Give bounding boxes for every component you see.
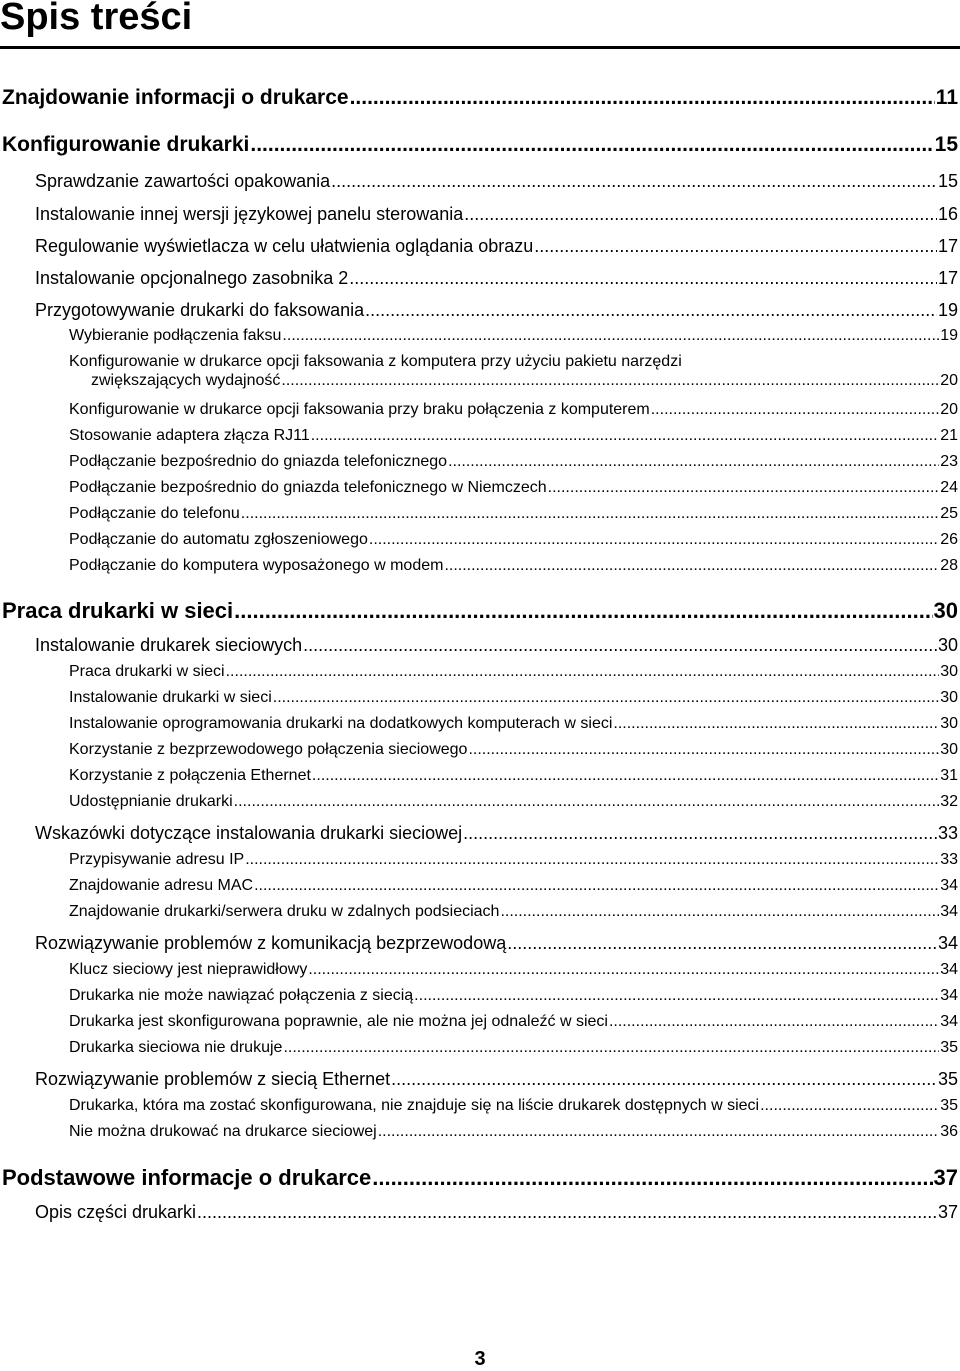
toc-leader (464, 204, 937, 225)
toc-entry[interactable] (2, 86, 958, 110)
toc-entry-label: Instalowanie innej wersji językowej panelu sterowania (35, 204, 464, 224)
toc-entry[interactable] (35, 268, 958, 289)
toc-leader (651, 401, 939, 419)
toc-entry-page: 33 (940, 851, 958, 868)
toc-entry[interactable] (35, 1069, 958, 1090)
toc-entry-page: 30 (937, 635, 958, 655)
toc-entry-page: 34 (937, 933, 958, 953)
toc-entry-page: 26 (940, 531, 958, 548)
toc-entry-page: 36 (940, 1123, 958, 1140)
toc-entry-page: 19 (940, 327, 958, 344)
toc-entry-label: Konfigurowanie drukarki (2, 133, 250, 156)
toc-entry-page: 31 (940, 767, 958, 784)
toc-entry-label: Podłączanie bezpośrednio do gniazda telefonicznego (69, 453, 448, 470)
toc-leader (245, 851, 939, 869)
toc-entry[interactable] (69, 715, 958, 733)
toc-leader (273, 689, 939, 707)
toc-leader (234, 793, 940, 811)
toc-leader (350, 86, 935, 110)
toc-entry[interactable] (69, 557, 958, 575)
toc-entry[interactable] (35, 933, 958, 954)
toc-entry-label: Znajdowanie adresu MAC (69, 877, 254, 894)
toc-entry[interactable] (69, 663, 958, 681)
toc-leader (283, 1039, 939, 1057)
toc-leader (534, 236, 937, 257)
toc-entry-label: Nie można drukować na drukarce sieciowej (69, 1123, 377, 1140)
toc-entry-label: Instalowanie drukarki w sieci (69, 689, 272, 706)
toc-entry-label: Klucz sieciowy jest nieprawidłowy (69, 961, 308, 978)
toc-entry-page: 30 (940, 663, 958, 680)
toc-entry-page: 23 (940, 453, 958, 470)
toc-entry-label: Praca drukarki w sieci (2, 598, 234, 623)
toc-entry[interactable] (69, 1039, 958, 1057)
toc-entry[interactable] (69, 1013, 958, 1031)
toc-leader (311, 427, 939, 445)
toc-entry[interactable] (2, 598, 958, 624)
toc-entry-label: Regulowanie wyświetlacza w celu ułatwienia oglądania obrazu (35, 236, 534, 256)
toc-entry-label: Podłączanie do komputera wyposażonego w modem (69, 557, 444, 574)
toc-entry[interactable] (69, 401, 958, 419)
toc-entry-page: 30 (940, 715, 958, 732)
toc-leader (241, 505, 939, 523)
toc-entry-label: Podłączanie do automatu zgłoszeniowego (69, 531, 368, 548)
toc-entry[interactable] (69, 427, 958, 445)
toc-entry-page: 37 (937, 1202, 958, 1222)
toc-leader (234, 598, 932, 624)
toc-leader (448, 453, 939, 471)
toc-entry-label: Podłączanie bezpośrednio do gniazda telefonicznego w Niemczech (69, 479, 547, 496)
toc-leader (613, 715, 939, 733)
toc-entry-label: Wybieranie podłączenia faksu (69, 327, 282, 344)
toc-entry-label: Znajdowanie drukarki/serwera druku w zdalnych podsieciach (69, 903, 500, 920)
toc-entry-page: 35 (940, 1039, 958, 1056)
toc-entry-label: Instalowanie drukarek sieciowych (35, 635, 303, 655)
toc-leader (331, 171, 937, 192)
toc-entry[interactable] (69, 987, 958, 1005)
toc-entry-label: Konfigurowanie w drukarce opcji faksowania przy braku połączenia z komputerem (69, 401, 650, 418)
toc-entry-page: 30 (940, 689, 958, 706)
toc-leader (226, 663, 940, 681)
toc-entry-page: 21 (940, 427, 958, 444)
page-number: 3 (474, 1348, 486, 1370)
toc-entry-label: Rozwiązywanie problemów z siecią Ethernet (35, 1069, 391, 1089)
toc-entry-page: 28 (940, 557, 958, 574)
toc-entry-label: Podłączanie do telefonu (69, 505, 240, 522)
toc-entry-label: Konfigurowanie w drukarce opcji faksowania z komputera przy użyciu pakietu narzędzi (69, 353, 682, 370)
toc-entry-page: 15 (937, 171, 958, 191)
toc-leader (468, 741, 939, 759)
toc-leader (312, 767, 939, 785)
toc-entry-label: Drukarka, która ma zostać skonfigurowana, nie znajduje się na liście drukarek dostępnych w sieci (69, 1097, 760, 1114)
toc-entry-label: Znajdowanie informacji o drukarce (2, 86, 349, 109)
toc-entry-label: Praca drukarki w sieci (69, 663, 225, 680)
toc-entry-page: 24 (940, 479, 958, 496)
toc-entry-page: 34 (940, 987, 958, 1004)
toc-entry-page: 30 (940, 741, 958, 758)
toc-entry-page: 32 (940, 793, 958, 810)
toc-entry-label: Korzystanie z połączenia Ethernet (69, 767, 311, 784)
toc-entry-label: Sprawdzanie zawartości opakowania (35, 171, 331, 191)
toc-entry-page: 20 (940, 401, 958, 418)
toc-entry-label: Drukarka jest skonfigurowana poprawnie, ale nie można jej odnaleźć w sieci (69, 1013, 608, 1030)
title-rule (0, 46, 960, 49)
toc-entry[interactable] (35, 635, 958, 656)
toc-entry-label: Udostępnianie drukarki (69, 793, 233, 810)
toc-leader (507, 933, 937, 954)
toc-entry-page: 34 (940, 877, 958, 894)
toc-entry-label: Korzystanie z bezprzewodowego połączenia sieciowego (69, 741, 468, 758)
toc-entry-page: 17 (937, 268, 958, 288)
toc-leader (254, 877, 939, 895)
toc-entry-page: 20 (940, 372, 958, 389)
toc-entry-label: Podstawowe informacje o drukarce (2, 1165, 372, 1190)
toc-entry-label: Przygotowywanie drukarki do faksowania (35, 300, 365, 320)
toc-entry-label: Przypisywanie adresu IP (69, 851, 245, 868)
toc-entry[interactable] (69, 793, 958, 811)
toc-entry[interactable] (2, 1165, 958, 1191)
toc-entry[interactable] (35, 823, 958, 844)
toc-entry[interactable] (69, 903, 958, 921)
toc-entry-label: Instalowanie oprogramowania drukarki na dodatkowych komputerach w sieci (69, 715, 613, 732)
toc-entry[interactable] (69, 767, 958, 785)
toc-entry[interactable] (35, 204, 958, 225)
toc-entry[interactable] (35, 236, 958, 257)
toc-entry[interactable] (69, 453, 958, 471)
toc-entry[interactable] (69, 505, 958, 523)
toc-entry[interactable] (69, 741, 958, 759)
toc-entry-page: 15 (934, 133, 958, 156)
toc-leader (444, 557, 939, 575)
toc-leader (372, 1165, 932, 1191)
toc-entry-page: 25 (940, 505, 958, 522)
toc-entry[interactable] (69, 1123, 958, 1141)
toc-entry[interactable] (69, 327, 958, 345)
toc-entry-label: Opis części drukarki (35, 1202, 197, 1222)
toc-leader (303, 635, 937, 656)
toc-entry[interactable] (35, 171, 958, 192)
toc-leader (378, 1123, 940, 1141)
toc-entry-page: 30 (933, 598, 958, 623)
toc-entry[interactable] (69, 877, 958, 895)
toc-entry-page: 35 (937, 1069, 958, 1089)
toc-entry[interactable] (69, 479, 958, 497)
toc-entry-page: 34 (940, 1013, 958, 1030)
toc-leader (548, 479, 940, 497)
toc-entry[interactable] (35, 300, 958, 321)
toc-entry-label: Stosowanie adaptera złącza RJ11 (69, 427, 310, 444)
toc-leader (369, 531, 939, 549)
toc-entry-label: Drukarka nie może nawiązać połączenia z siecią (69, 987, 414, 1004)
toc-leader (463, 823, 937, 844)
toc-entry-label: Rozwiązywanie problemów z komunikacją bezprzewodową (35, 933, 507, 953)
toc-entry-page: 37 (933, 1165, 958, 1190)
toc-entry-page: 11 (935, 86, 958, 109)
toc-leader (250, 133, 933, 157)
toc-entry-page: 34 (940, 961, 958, 978)
toc-entry[interactable] (69, 531, 958, 549)
toc-leader (760, 1097, 939, 1115)
toc-entry-label: Instalowanie opcjonalnego zasobnika 2 (35, 268, 349, 288)
toc-leader (308, 961, 939, 979)
toc-entry[interactable] (69, 1097, 958, 1115)
toc-entry[interactable] (69, 961, 958, 979)
page-title: Spis treści (0, 0, 193, 38)
toc-entry-page: 17 (937, 236, 958, 256)
toc-entry[interactable] (69, 689, 958, 707)
toc-entry-page: 16 (937, 204, 958, 224)
toc-leader (391, 1069, 937, 1090)
toc-entry-page: 19 (937, 300, 958, 320)
toc-entry-page: 34 (940, 903, 958, 920)
toc-leader (414, 987, 939, 1005)
toc-leader (500, 903, 939, 921)
toc-entry[interactable] (35, 1202, 958, 1223)
toc-leader (609, 1013, 939, 1031)
toc-leader (365, 300, 937, 321)
toc-entry[interactable] (2, 133, 958, 157)
toc-entry[interactable] (69, 353, 958, 390)
toc-entry-label-continued: zwiększających wydajność (91, 372, 281, 389)
toc-entry[interactable] (69, 851, 958, 869)
toc-leader (349, 268, 937, 289)
toc-entry-page: 33 (937, 823, 958, 843)
toc-entry-page: 35 (940, 1097, 958, 1114)
toc-entry-label: Wskazówki dotyczące instalowania drukarki sieciowej (35, 823, 463, 843)
toc-leader (281, 372, 939, 390)
toc-leader (197, 1202, 937, 1223)
toc-entry-label: Drukarka sieciowa nie drukuje (69, 1039, 283, 1056)
toc-leader (282, 327, 939, 345)
